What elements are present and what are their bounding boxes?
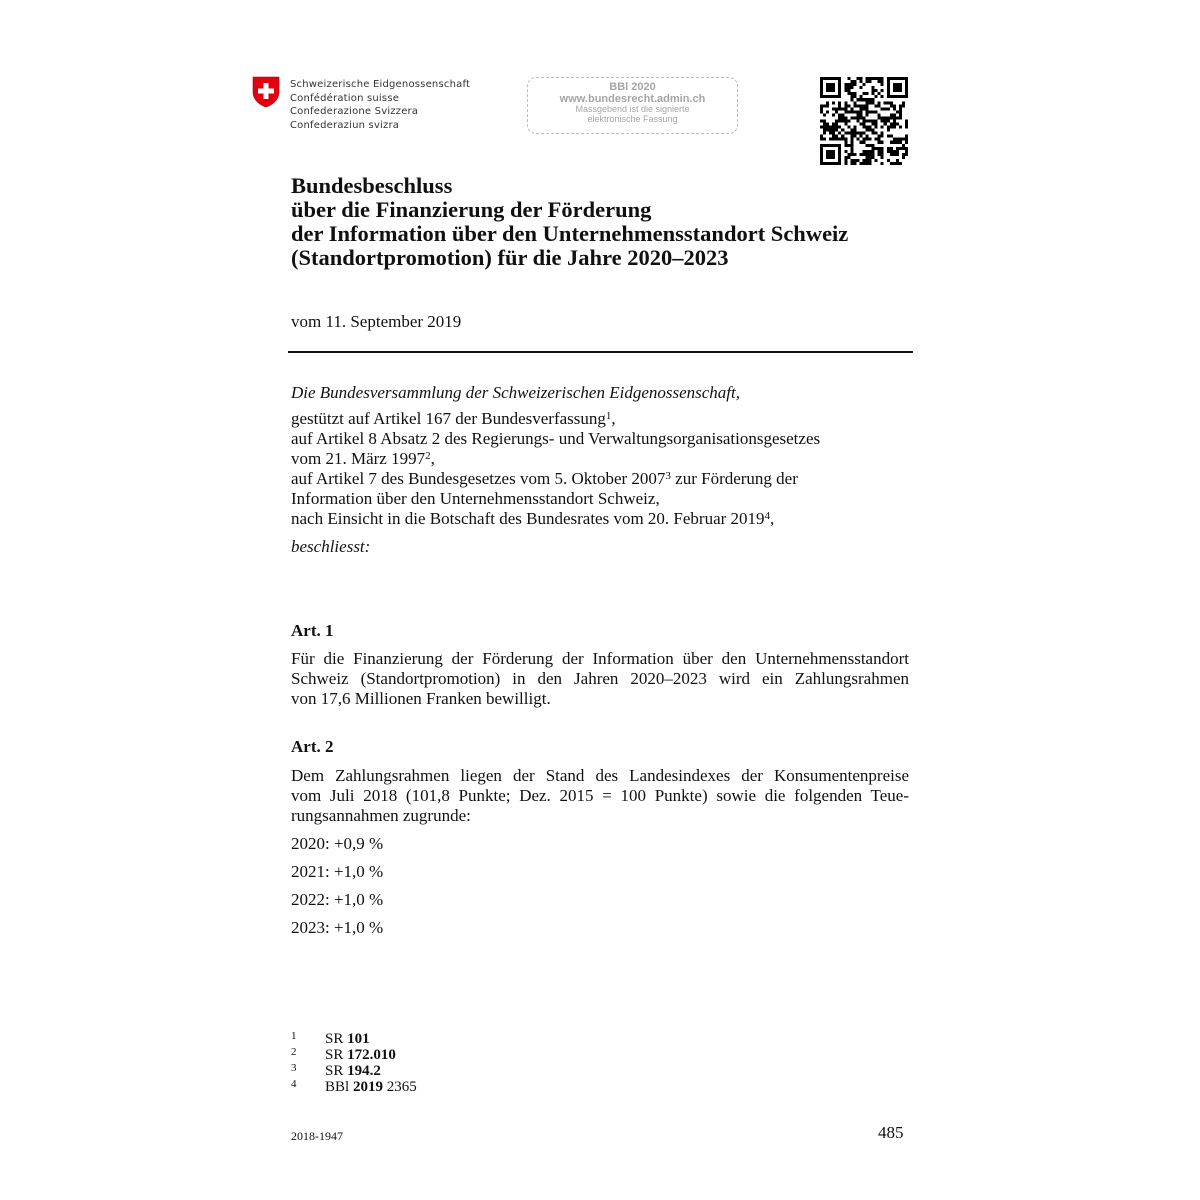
article-line: Für die Finanzierung der Förderung der Information über den Unternehmensstandort bbox=[291, 649, 909, 668]
article-line: rungsannahmen zugrunde: bbox=[291, 806, 471, 825]
confederation-line-rm: Confederaziun svizra bbox=[290, 119, 400, 131]
publication-stamp bbox=[527, 77, 738, 134]
preamble-text: vom 21. März 1997 bbox=[291, 449, 426, 468]
preamble-text: gestützt auf Artikel 167 der Bundesverfassung bbox=[291, 409, 606, 428]
footnote-ref[interactable]: 1 bbox=[605, 410, 612, 422]
decides-clause: beschliesst: bbox=[291, 537, 371, 556]
preamble-text: , bbox=[770, 509, 775, 528]
preamble-heading: Die Bundesversammlung der Schweizerischen Eidgenossenschaft, bbox=[291, 383, 740, 402]
inflation-rate-2020: 2020: +0,9 % bbox=[291, 834, 384, 853]
inflation-rate-2022: 2022: +1,0 % bbox=[291, 890, 384, 909]
footnote-ref[interactable]: 3 bbox=[665, 470, 671, 482]
preamble-line bbox=[291, 509, 820, 529]
footnote-ref-bold: 101 bbox=[347, 1031, 370, 1047]
footnote-number: 1 bbox=[291, 1030, 297, 1042]
footnote-number: 2 bbox=[291, 1046, 297, 1058]
qr-code-icon bbox=[820, 77, 908, 165]
footnote-ref-bold: 172.010 bbox=[347, 1047, 396, 1063]
preamble-text: nach Einsicht in die Botschaft des Bundesrates vom 20. Februar 2019 bbox=[291, 509, 765, 528]
footnote-prefix: SR bbox=[325, 1047, 348, 1063]
article-line: Schweiz (Standortpromotion) in den Jahren 2020–2023 wird ein Zahlungsrahmen bbox=[291, 669, 909, 688]
article-1-text bbox=[291, 649, 909, 709]
title-divider bbox=[288, 351, 913, 353]
article-line: vom Juli 2018 (101,8 Punkte; Dez. 2015 = 100 Punkte) sowie die folgenden Teue- bbox=[291, 786, 909, 805]
preamble-text: Information über den Unternehmensstandort Schweiz, bbox=[291, 489, 660, 508]
confederation-line-it: Confederazione Svizzera bbox=[290, 106, 419, 117]
preamble-line bbox=[291, 429, 820, 449]
preamble-line bbox=[291, 449, 820, 469]
stamp-line-2: www.bundesrecht.admin.ch bbox=[559, 92, 706, 105]
footnote-prefix: SR bbox=[325, 1063, 348, 1079]
page-number: 485 bbox=[878, 1123, 904, 1142]
title-line-3: der Information über den Unternehmensstandort Schweiz bbox=[291, 221, 849, 246]
article-line: Dem Zahlungsrahmen liegen der Stand des Landesindexes der Konsumentenpreise bbox=[291, 766, 909, 785]
preamble-text: , bbox=[430, 449, 435, 468]
document-number: 2018-1947 bbox=[291, 1129, 343, 1143]
inflation-rate-2021: 2021: +1,0 % bbox=[291, 862, 384, 881]
footnote-prefix: BBl bbox=[325, 1079, 353, 1095]
article-line: von 17,6 Millionen Franken bewilligt. bbox=[291, 689, 551, 708]
footnote-number: 3 bbox=[291, 1062, 297, 1074]
preamble-text: , bbox=[611, 409, 616, 428]
footnote bbox=[291, 1079, 417, 1095]
footnote-ref[interactable]: 2 bbox=[425, 450, 431, 462]
preamble-text: auf Artikel 8 Absatz 2 des Regierungs- und Verwaltungsorganisationsgesetzes bbox=[291, 429, 821, 448]
stamp-line-1: BBl 2020 bbox=[609, 81, 656, 93]
footnote-ref-bold: 194.2 bbox=[347, 1063, 381, 1079]
footnote-number: 4 bbox=[291, 1078, 297, 1090]
footnote-prefix: SR bbox=[325, 1031, 348, 1047]
footnote-ref-bold: 2019 bbox=[352, 1079, 383, 1095]
footnote-suffix: 2365 bbox=[382, 1079, 417, 1095]
preamble-line bbox=[291, 469, 820, 489]
confederation-line-fr: Confédération suisse bbox=[290, 92, 400, 104]
stamp-line-4: elektronische Fassung bbox=[587, 113, 678, 124]
title-line-4: (Standortpromotion) für die Jahre 2020–2023 bbox=[291, 245, 729, 270]
swiss-cross-icon bbox=[252, 76, 280, 108]
preamble bbox=[291, 409, 820, 529]
preamble-line bbox=[291, 409, 820, 429]
preamble-line bbox=[291, 489, 820, 509]
confederation-name bbox=[290, 78, 470, 132]
title-line-2: über die Finanzierung der Förderung bbox=[291, 197, 652, 222]
stamp-line-3: Massgebend ist die signierte bbox=[575, 104, 690, 115]
preamble-text: auf Artikel 7 des Bundesgesetzes vom 5. Oktober 2007 bbox=[291, 469, 666, 488]
article-2-text bbox=[291, 766, 909, 826]
footnote-ref[interactable]: 4 bbox=[764, 510, 771, 522]
footnotes bbox=[291, 1031, 417, 1095]
document-title bbox=[291, 174, 848, 270]
article-1-heading: Art. 1 bbox=[291, 621, 334, 640]
preamble-text: zur Förderung der bbox=[670, 469, 798, 488]
confederation-line-de: Schweizerische Eidgenossenschaft bbox=[290, 79, 471, 90]
title-line-1: Bundesbeschluss bbox=[291, 173, 453, 198]
document-date: vom 11. September 2019 bbox=[291, 312, 462, 331]
article-2-heading: Art. 2 bbox=[291, 737, 334, 756]
inflation-rate-2023: 2023: +1,0 % bbox=[291, 918, 384, 937]
